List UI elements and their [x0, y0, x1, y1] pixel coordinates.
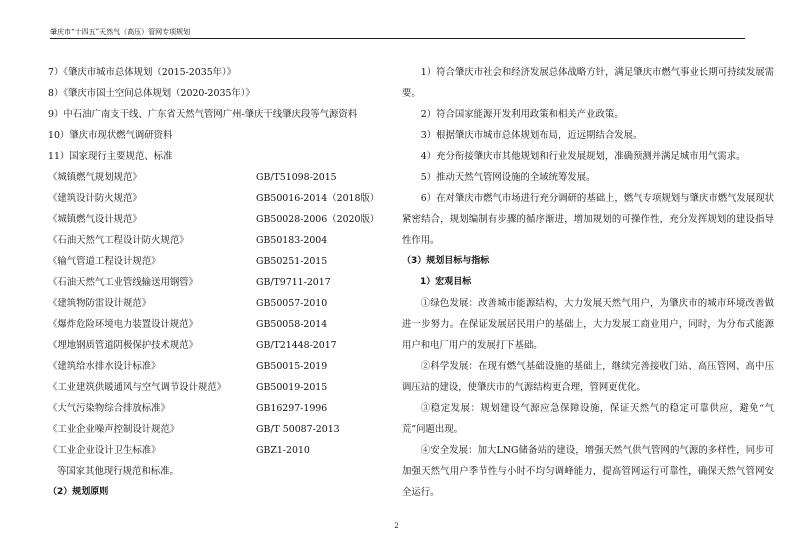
standard-row: [48, 251, 388, 272]
right-column: [402, 62, 774, 503]
standard-row: [48, 272, 388, 293]
standard-code: GB50028-2006（2020版）: [256, 214, 380, 225]
standard-name: 《建筑设计防火规范》: [48, 193, 142, 204]
standard-name: 《工业企业设计卫生标准》: [48, 445, 161, 456]
standard-row: [48, 335, 388, 356]
principle-paragraph: 5）推动天然气管网设施的全域统筹发展。: [420, 172, 596, 183]
standard-name: 《建筑物防雷设计规范》: [48, 298, 152, 309]
standard-name: 《输气管道工程设计规范》: [48, 256, 161, 267]
standard-name: 《大气污染物综合排放标准》: [48, 403, 170, 414]
principle-paragraph: 3）根据肇庆市城市总体规划布局，近远期结合发展。: [420, 130, 643, 141]
standard-name: 《石油天然气工程设计防火规范》: [48, 235, 189, 246]
standard-name: 《石油天然气工业管线输送用钢管》: [48, 277, 199, 288]
standard-name: 《埋地钢质管道阴极保护技术规范》: [48, 340, 199, 351]
standard-name: 《城镇燃气规划规范》: [48, 172, 142, 183]
standard-code: GB/T21448-2017: [256, 340, 337, 351]
standard-name: 《爆炸危险环境电力装置设计规范》: [48, 319, 199, 330]
standard-row: [48, 398, 388, 419]
standard-code: GB50251-2015: [256, 256, 328, 267]
principle-paragraph: 1）符合肇庆市社会和经济发展总体战略方针，满足肇庆市燃气事业长期可持续发展需要。: [402, 67, 774, 99]
standard-row: [48, 230, 388, 251]
standard-row: [48, 167, 388, 188]
subsection-heading-macro-goals: 1）宏观目标: [420, 277, 472, 287]
standard-code: GB50057-2010: [256, 298, 328, 309]
principle-paragraph: 4）充分衔接肇庆市其他规划和行业发展规划，准确预测并满足城市用气需求。: [420, 151, 746, 162]
section-heading-goals: （3）规划目标与指标: [402, 256, 490, 266]
header-rule: [50, 38, 745, 39]
standard-row: [48, 419, 388, 440]
standard-code: GB/T51098-2015: [256, 172, 337, 183]
standard-row: [48, 188, 388, 209]
standard-row: [48, 293, 388, 314]
reference-item: 9）中石油广南支干线、广东省天然气管网广州-肇庆干线肇庆段等气源资料: [48, 109, 358, 120]
goal-paragraph: ②科学发展：在现有燃气基础设施的基础上，继续完善接收门站、高压管网、高中压调压站的建设，使肇庆市的气源结构更合理，管网更优化。: [402, 361, 774, 393]
standard-code: GB/T 50087-2013: [256, 424, 340, 435]
standard-name: 《城镇燃气设计规范》: [48, 214, 142, 225]
principle-paragraph: 6）在对肇庆市燃气市场进行充分调研的基础上，燃气专项规划与肇庆市燃气发展现状紧密结合，规划编制有步骤的循序渐进，增加规划的可操作性，充分发挥规划的建设指导性作用。: [402, 193, 774, 246]
standard-code: GB50016-2014（2018版）: [256, 193, 380, 204]
standard-code: GB50183-2004: [256, 235, 328, 246]
goal-paragraph: ③稳定发展：规划建设气源应急保障设施，保证天然气的稳定可靠供应，避免“气荒”问题出现。: [402, 403, 774, 435]
standard-name: 《建筑给水排水设计标准》: [48, 361, 161, 372]
standard-code: GBZ1-2010: [256, 445, 310, 456]
standard-row: [48, 314, 388, 335]
standard-row: [48, 356, 388, 377]
standard-name: 《工业企业噪声控制设计规范》: [48, 424, 180, 435]
standard-row: [48, 209, 388, 230]
left-column: [48, 62, 388, 503]
standard-code: GB50015-2019: [256, 361, 328, 372]
standard-row: [48, 440, 388, 461]
standard-code: GB/T9711-2017: [256, 277, 331, 288]
standard-code: GB50058-2014: [256, 319, 328, 330]
standard-row: [48, 377, 388, 398]
goal-paragraph: ④安全发展：加大LNG储备站的建设，增强天然气供气管网的气源的多样性，同步可加强天然气用户季节性与小时不均匀调峰能力，提高管网运行可靠性，确保天然气管网安全运行。: [402, 445, 774, 498]
reference-item: 10）肇庆市现状燃气调研资料: [48, 130, 173, 141]
principle-paragraph: 2）符合国家能源开发利用政策和相关产业政策。: [420, 109, 624, 120]
reference-item: 7）《肇庆市城市总体规划（2015-2035年）》: [48, 67, 237, 78]
page-number: 2: [394, 522, 399, 530]
reference-item: 8）《肇庆市国土空间总体规划（2020-2035年）》: [48, 88, 255, 99]
reference-item: 11）国家现行主要规范、标准: [48, 151, 173, 162]
standard-name: 《工业建筑供暖通风与空气调节设计规范》: [48, 382, 227, 393]
section-heading-principles: （2）规划原则: [48, 487, 109, 497]
page-header-title: 肇庆市“十四五”天然气（高压）管网专项规划: [50, 28, 191, 36]
standard-code: GB16297-1996: [256, 403, 328, 414]
goal-paragraph: ①绿色发展：改善城市能源结构，大力发展天然气用户，为肇庆市的城市环境改善做进一步努力。在保证发展居民用户的基础上，大力发展工商业用户，同时，为分布式能源用户和电厂用户的发展打下基础。: [402, 298, 774, 351]
standard-code: GB50019-2015: [256, 382, 328, 393]
other-standards-note: 等国家其他现行规范和标准。: [57, 466, 179, 477]
